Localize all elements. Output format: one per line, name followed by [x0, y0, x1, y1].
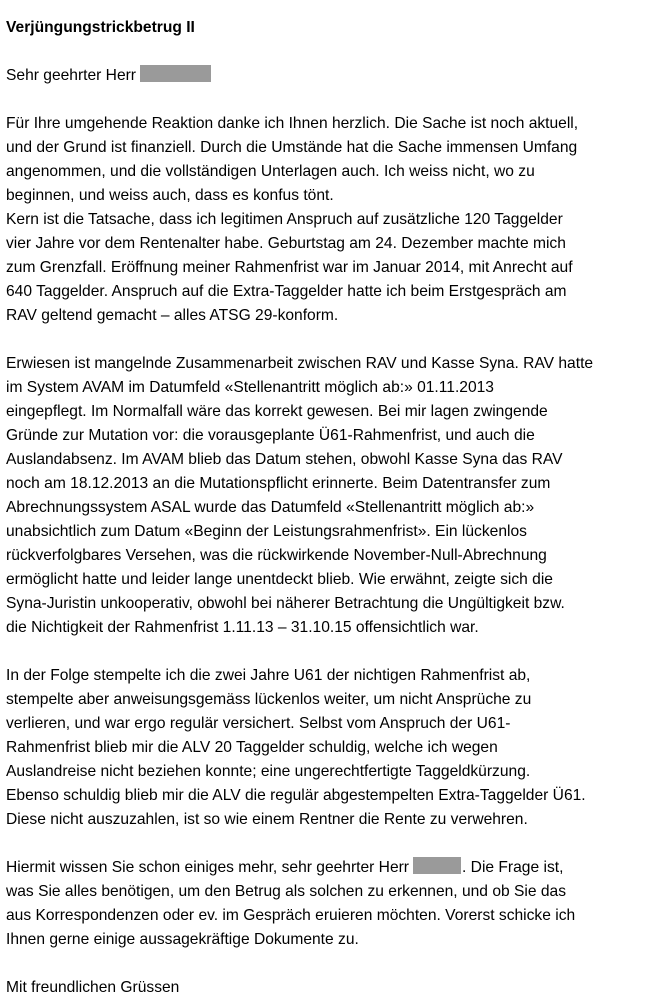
text-line: aus Korrespondenzen oder ev. im Gespräch eruieren möchten. Vorerst schicke ich [6, 907, 576, 924]
text-line: ermöglicht hatte und leider lange unentdeckt blieb. Wie erwähnt, zeigte sich die [6, 571, 553, 588]
text-line: Auslandabsenz. Im AVAM blieb das Datum stehen, obwohl Kasse Syna das RAV [6, 451, 563, 468]
text-line: Ebenso schuldig blieb mir die ALV die regulär abgestempelten Extra-Taggelder Ü61. [6, 787, 586, 804]
text-line: beginnen, und weiss auch, dass es konfus tönt. [6, 187, 334, 204]
text-line: noch am 18.12.2013 an die Mutationspflicht erinnerte. Beim Datentransfer zum [6, 475, 551, 492]
text-line: zum Grenzfall. Eröffnung meiner Rahmenfrist war im Januar 2014, mit Anrecht auf [6, 259, 573, 276]
text-line: was Sie alles benötigen, um den Betrug als solchen zu erkennen, und ob Sie das [6, 883, 567, 900]
paragraph-3 [6, 664, 662, 832]
text-line: stempelte aber anweisungsgemäss lückenlos weiter, um nicht Ansprüche zu [6, 691, 532, 708]
text-line: die Nichtigkeit der Rahmenfrist 1.11.13 – 31.10.15 offensichtlich war. [6, 619, 479, 636]
closing: Mit freundlichen Grüssen [6, 979, 180, 996]
text-line: Abrechnungssystem ASAL wurde das Datumfeld «Stellenantritt möglich ab:» [6, 499, 535, 516]
text-line: RAV geltend gemacht – alles ATSG 29-konform. [6, 307, 339, 324]
text-line [6, 856, 662, 880]
text-line: und der Grund ist finanziell. Durch die Umstände hat die Sache immensen Umfang [6, 139, 578, 156]
text-line: Gründe zur Mutation vor: die vorausgeplante Ü61-Rahmenfrist, und auch die [6, 427, 535, 444]
salutation [6, 64, 662, 88]
paragraph-1 [6, 112, 662, 328]
paragraph-2 [6, 352, 662, 640]
text-line: Kern ist die Tatsache, dass ich legitimen Anspruch auf zusätzliche 120 Taggelder [6, 211, 563, 228]
text-line: Rahmenfrist blieb mir die ALV 20 Taggelder schuldig, welche ich wegen [6, 739, 498, 756]
text-line: Auslandreise nicht beziehen konnte; eine ungerechtfertigte Taggeldkürzung. [6, 763, 531, 780]
text-line: vier Jahre vor dem Rentenalter habe. Geburtstag am 24. Dezember machte mich [6, 235, 566, 252]
text-line: Erwiesen ist mangelnde Zusammenarbeit zwischen RAV und Kasse Syna. RAV hatte [6, 355, 594, 372]
salutation-text: Sehr geehrter Herr [6, 67, 137, 84]
text-line: angenommen, und die vollständigen Unterlagen auch. Ich weiss nicht, wo zu [6, 163, 535, 180]
text-line: im System AVAM im Datumfeld «Stellenantritt möglich ab:» 01.11.2013 [6, 379, 494, 396]
text-line: Für Ihre umgehende Reaktion danke ich Ihnen herzlich. Die Sache ist noch aktuell, [6, 115, 579, 132]
text-fragment: Hiermit wissen Sie schon einiges mehr, sehr geehrter Herr [6, 859, 410, 876]
text-line: Ihnen gerne einige aussagekräftige Dokumente zu. [6, 931, 359, 948]
text-line: 640 Taggelder. Anspruch auf die Extra-Taggelder hatte ich beim Erstgespräch am [6, 283, 567, 300]
paragraph-4 [6, 856, 662, 952]
text-line: verlieren, und war ergo regulär versichert. Selbst vom Anspruch der U61- [6, 715, 511, 732]
text-line: Diese nicht auszuzahlen, ist so wie einem Rentner die Rente zu verwehren. [6, 811, 528, 828]
letter-page [6, 16, 662, 1000]
redacted-name [140, 65, 211, 82]
redacted-name [413, 857, 461, 874]
text-line: rückverfolgbares Versehen, was die rückwirkende November-Null-Abrechnung [6, 547, 547, 564]
text-line: unabsichtlich zum Datum «Beginn der Leistungsrahmenfrist». Ein lückenlos [6, 523, 527, 540]
text-fragment: . Die Frage ist, [462, 859, 564, 876]
letter-title: Verjüngungstrickbetrug II [6, 19, 195, 36]
text-line: In der Folge stempelte ich die zwei Jahre U61 der nichtigen Rahmenfrist ab, [6, 667, 531, 684]
text-line: Syna-Juristin unkooperativ, obwohl bei näherer Betrachtung die Ungültigkeit bzw. [6, 595, 565, 612]
text-line: eingepflegt. Im Normalfall wäre das korrekt gewesen. Bei mir lagen zwingende [6, 403, 548, 420]
